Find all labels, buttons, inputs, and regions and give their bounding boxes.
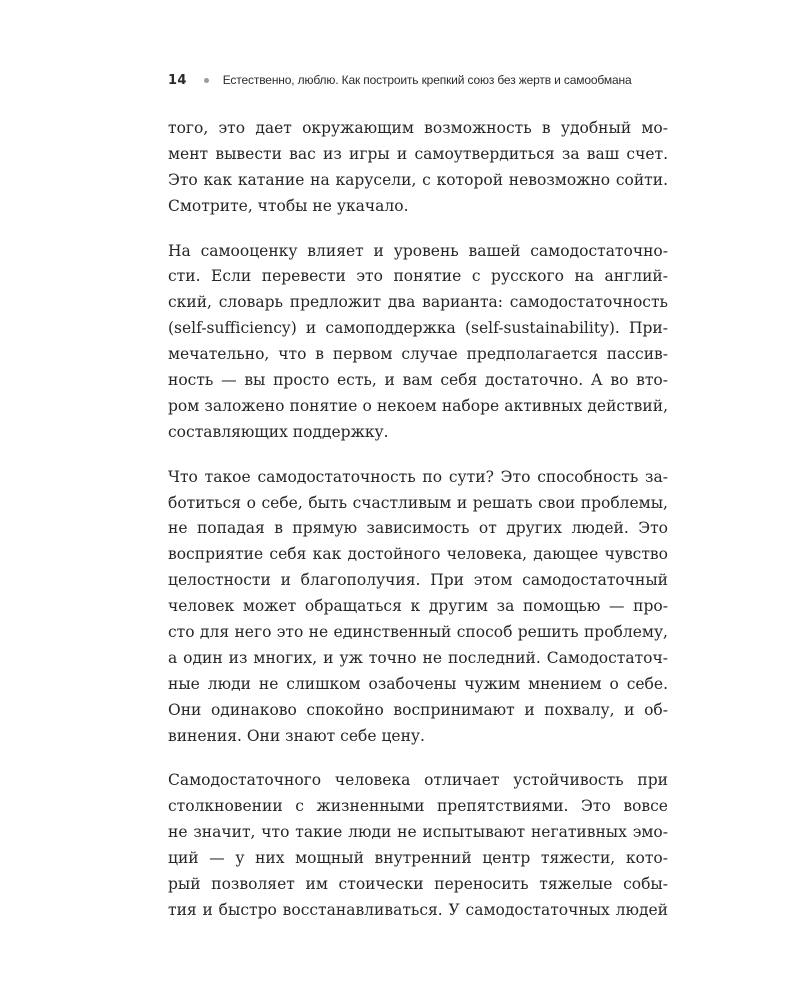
text-line: На самооценку влияет и уровень вашей самодостаточно-: [168, 241, 668, 260]
text-line: сти. Если перевести это понятие с русского на англий-: [168, 267, 668, 286]
running-head: [168, 72, 632, 88]
text-line: ность — вы просто есть, и вам себя достаточно. А во вто-: [168, 371, 668, 390]
text-line: а один из многих, и уж точно не последний. Самодостаточ-: [168, 648, 668, 667]
text-line: мечательно, что в первом случае предполагается пассив-: [168, 345, 668, 364]
text-line: винения. Они знают себе цену.: [168, 726, 425, 745]
paragraph: [168, 239, 668, 446]
paragraph: [168, 116, 668, 220]
paragraph: [168, 465, 668, 750]
paragraph: [168, 768, 668, 923]
text-line: тия и быстро восстанавливаться. У самодостаточных людей: [168, 900, 668, 919]
text-line: мент вывести вас из игры и самоутвердиться за ваш счет.: [168, 144, 668, 163]
text-line: человек может обращаться к другим за помощью — про-: [168, 597, 668, 616]
text-line: ций — у них мощный внутренний центр тяжести, кото-: [168, 849, 668, 868]
text-line: (self-sufficiency) и самоподдержка (self-sustainability). При-: [168, 319, 668, 338]
text-line: восприятие себя как достойного человека, дающее чувство: [168, 545, 668, 564]
text-line: того, это дает окружающим возможность в удобный мо-: [168, 119, 668, 137]
book-title: Естественно, люблю. Как построить крепкий союз без жертв и самообмана: [222, 73, 632, 87]
separator-dot-icon: [204, 78, 209, 83]
text-line: Они одинаково спокойно воспринимают и похвалу, и об-: [168, 700, 668, 719]
page-number: 14: [168, 72, 187, 88]
text-line: ные люди не слишком озабочены чужим мнением о себе.: [168, 674, 668, 693]
text-line: не значит, что такие люди не испытывают негативных эмо-: [168, 823, 668, 842]
text-line: рый позволяет им стоически переносить тяжелые собы-: [168, 875, 668, 894]
text-line: ром заложено понятие о некоем наборе активных действий,: [168, 396, 668, 415]
text-line: ский, словарь предложит два варианта: самодостаточность: [168, 293, 668, 312]
text-line: сто для него это не единственный способ решить проблему,: [168, 623, 668, 642]
text-line: Это как катание на карусели, с которой невозможно сойти.: [168, 170, 668, 189]
text-line: целостности и благополучия. При этом самодостаточный: [168, 571, 668, 590]
text-line: Смотрите, чтобы не укачало.: [168, 196, 409, 215]
text-line: не попадая в прямую зависимость от других людей. Это: [168, 519, 668, 538]
text-line: Самодостаточного человека отличает устойчивость при: [168, 771, 668, 790]
text-line: ботиться о себе, быть счастливым и решать свои проблемы,: [168, 493, 668, 512]
text-line: Что такое самодостаточность по сути? Это способность за-: [168, 467, 668, 486]
body-text: [168, 116, 668, 943]
text-line: столкновении с жизненными препятствиями. Это вовсе: [168, 797, 668, 816]
text-line: составляющих поддержку.: [168, 422, 389, 441]
